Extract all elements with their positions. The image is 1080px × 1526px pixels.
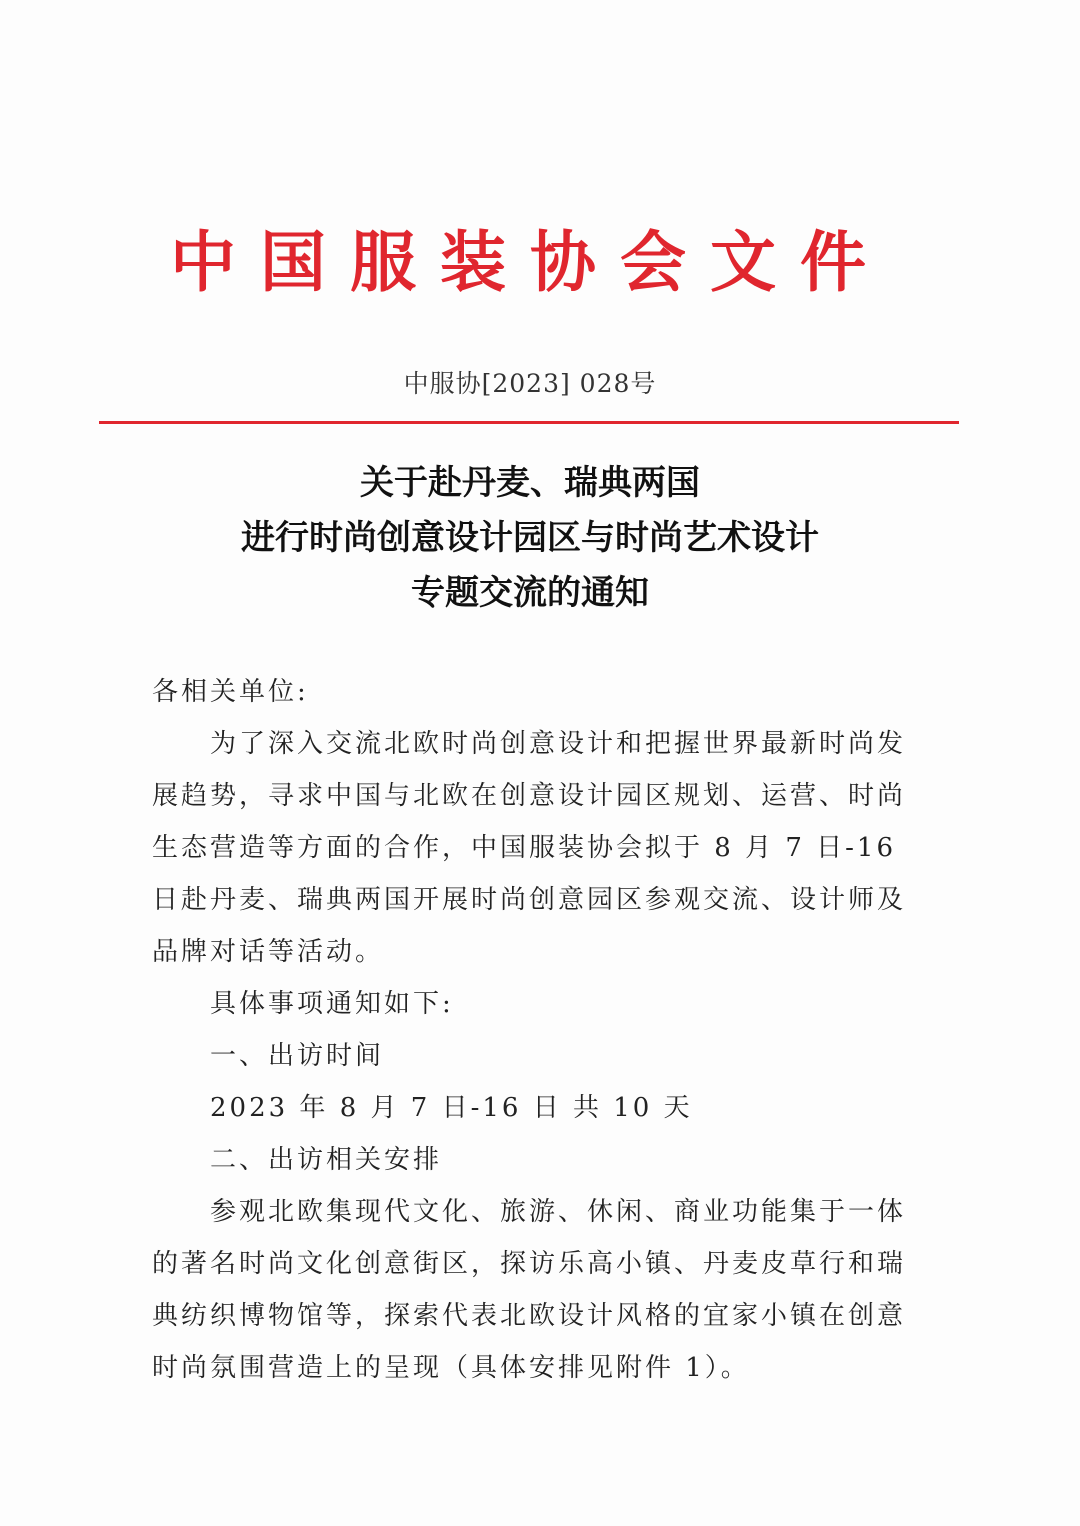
- salutation: 各相关单位:: [152, 677, 309, 707]
- paragraph-arrangements: 参观北欧集现代文化、旅游、休闲、商业功能集于一体的著名时尚文化创意街区，探访乐高小镇、丹麦皮草行和瑞典纺织博物馆等，探索代表北欧设计风格的宜家小镇在创意时尚氛围营造上的呈现（具体安排见附件 1）。: [152, 1197, 907, 1383]
- section-heading-arrangements: 二、出访相关安排: [210, 1145, 443, 1175]
- title-line-2: 进行时尚创意设计园区与时尚艺术设计: [241, 518, 819, 558]
- document-number: 中服协[2023] 028号: [403, 369, 657, 398]
- notice-body: [152, 666, 906, 1394]
- red-divider-line: [99, 421, 959, 424]
- title-line-3: 专题交流的通知: [411, 573, 649, 613]
- paragraph-dates: 2023 年 8 月 7 日-16 日 共 10 天: [210, 1093, 693, 1123]
- section-heading-time: 一、出访时间: [210, 1041, 385, 1071]
- paragraph-intro: 具体事项通知如下:: [210, 989, 454, 1019]
- paragraph-purpose: 为了深入交流北欧时尚创意设计和把握世界最新时尚发展趋势，寻求中国与北欧在创意设计园区规划、运营、时尚生态营造等方面的合作，中国服装协会拟于 8 月 7 日-16 日赴丹麦、瑞典两国开展时尚创意园区参观交流、设计师及品牌对话等活动。: [152, 729, 907, 967]
- masthead-title: 中国服装协会文件: [170, 223, 890, 301]
- title-line-1: 关于赴丹麦、瑞典两国: [360, 463, 700, 503]
- notice-title: [100, 456, 960, 621]
